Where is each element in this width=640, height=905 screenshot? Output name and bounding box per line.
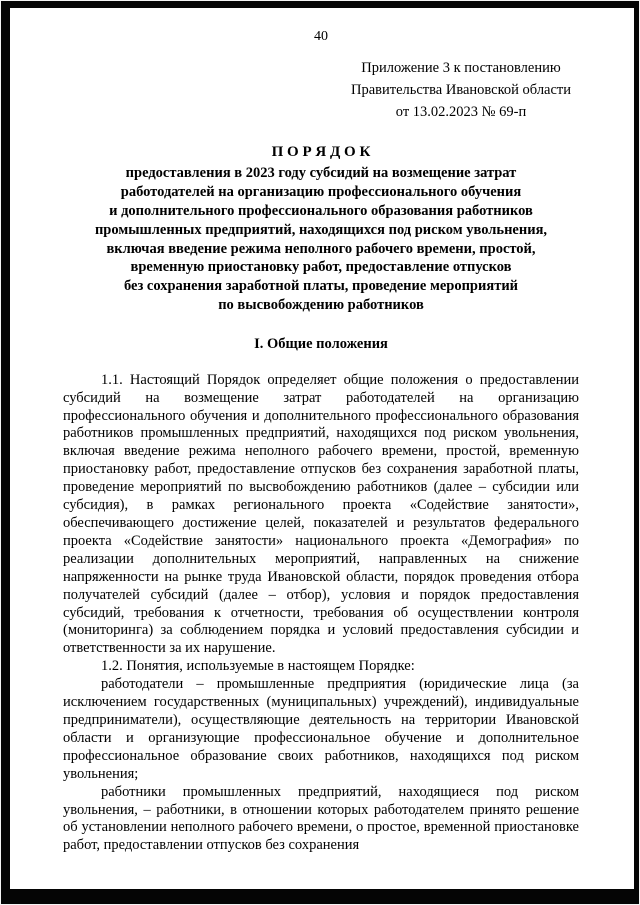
page-frame (1, 1, 639, 904)
title-line: промышленных предприятий, находящихся под риском увольнения, (94, 221, 548, 238)
paragraph-employers-definition: работодатели – промышленные предприятия (юридические лица (за исключением государственных (муниципальных) учреждений), индивидуальные предприниматели), осуществляющие деятельность на территории Ивановской области и организующие профессиональное обучение и дополнительное профессиональное образование своих работников, находящихся под риском увольнения; (63, 676, 579, 782)
annex-block (343, 58, 579, 123)
title-line: временную приостановку работ, предоставление отпусков (130, 259, 512, 276)
title-line: работодателей на организацию профессионального обучения (120, 184, 522, 201)
document-page (10, 8, 634, 855)
title-line: предоставления в 2023 году субсидий на возмещение затрат (125, 165, 517, 182)
section-heading: I. Общие положения (254, 335, 388, 352)
title-line: без сохранения заработной платы, проведение мероприятий (123, 278, 519, 295)
paragraph-1-1: 1.1. Настоящий Порядок определяет общие положения о предоставлении субсидий на возмещение затрат работодателей на организацию профессионального обучения и дополнительного профессионального образования работников промышленных предприятий, находящихся под риском увольнения, включая введение режима неполного рабочего времени, простой, временную приостановку работ, предоставление отпусков без сохранения заработной платы, проведение мероприятий по высвобождению работников (далее – субсидии или субсидия), в рамках регионального проекта «Содействие занятости», обеспечивающего достижение целей, показателей и результатов федерального проекта «Содействие занятости» национального проекта «Демография» по реализации дополнительных мероприятий, направленных на снижение напряженности на рынке труда Ивановской области, порядок проведения отбора получателей субсидий (далее – отбор), условия и порядок предоставления субсидий, требования к отчетности, требования об осуществлении контроля (мониторинга) за соблюдением порядка и условий предоставления субсидии и ответственности за их нарушение. (63, 371, 579, 657)
annex-line: Приложение 3 к постановлению (361, 60, 561, 76)
title-line: и дополнительного профессионального образования работников (109, 202, 533, 219)
title-line: по высвобождению работников (218, 296, 424, 313)
title-line: включая введение режима неполного рабочего времени, простой, (106, 240, 536, 257)
page-number: 40 (314, 29, 328, 44)
paragraph-1-2: 1.2. Понятия, используемые в настоящем Порядке: (101, 658, 415, 675)
annex-line: от 13.02.2023 № 69-п (395, 103, 527, 120)
document-subtitle (63, 164, 579, 314)
document-title: П О Р Я Д О К (271, 144, 371, 161)
paragraph-employees-definition: работники промышленных предприятий, находящиеся под риском увольнения, – работники, в отношении которых работодателем принято решение об установлении неполного рабочего времени, о простое, временной приостановке работ, предоставлении отпусков без сохранения (63, 783, 579, 854)
annex-line: Правительства Ивановской области (350, 81, 572, 98)
